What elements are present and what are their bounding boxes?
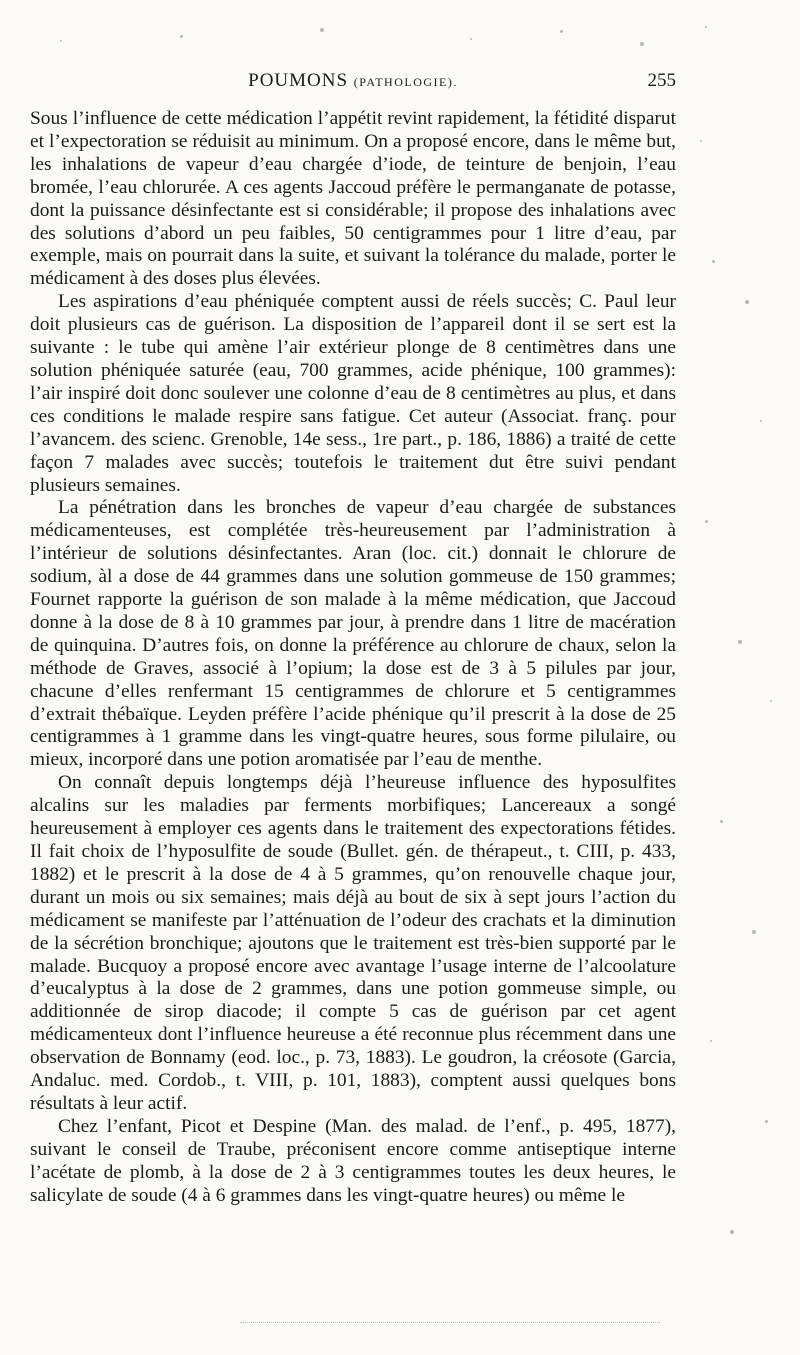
scan-speck bbox=[765, 1120, 768, 1123]
scan-speck bbox=[705, 520, 708, 523]
scan-noise-bottom bbox=[240, 1322, 660, 1325]
scan-speck bbox=[738, 640, 742, 644]
paragraph-2: Les aspirations d’eau phéniquée comptent aussi de réels succès; C. Paul leur doit plusieurs cas de guérison. La disposition de l’appareil dont il se sert est la suivante : le tube qui amène l’air extérieur plonge de 8 centimètres dans une solution phéniquée saturée (eau, 700 grammes, acide phénique, 100 grammes): l’air inspiré doit donc soulever une colonne d’eau de 8 centimètres au plus, et dans ces conditions le malade respire sans fatigue. Cet auteur (Associat. franç. pour l’avancem. des scienc. Grenoble, 14e sess., 1re part., p. 186, 1886) a traité de cette façon 7 malades avec succès; toutefois le traitement dut être suivi pendant plusieurs semaines. bbox=[30, 291, 676, 496]
scan-speck bbox=[470, 38, 472, 40]
running-title bbox=[30, 70, 676, 92]
running-title-main: POUMONS bbox=[248, 70, 349, 91]
scan-speck bbox=[710, 1040, 712, 1042]
page-number: 255 bbox=[647, 70, 676, 91]
running-head bbox=[30, 70, 676, 100]
scan-speck bbox=[760, 420, 762, 422]
scan-speck bbox=[700, 140, 702, 142]
scan-speck bbox=[180, 35, 183, 38]
scan-speck bbox=[752, 930, 756, 934]
scan-speck bbox=[730, 1230, 734, 1234]
body-text bbox=[30, 108, 676, 1208]
paragraph-3: La pénétration dans les bronches de vapeur d’eau chargée de substances médicamenteuses, est complétée très-heureusement par l’administration à l’intérieur de solutions désinfectantes. Aran (loc. cit.) donnait le chlorure de sodium, àl a dose de 44 grammes dans une solution gommeuse de 150 grammes; Fournet rapporte la guérison de son malade à la même médication, que Jaccoud donne à la dose de 8 à 10 grammes par jour, à prendre dans 1 litre de macération de quinquina. D’autres fois, on donne la préférence au chlorure de chaux, selon la méthode de Graves, associé à l’opium; la dose est de 3 à 5 pilules par jour, chacune d’elles renfermant 15 centigrammes de chlorure et 5 centigrammes d’extrait thébaïque. Leyden préfère l’acide phénique qu’il prescrit à la dose de 25 centigrammes à 1 gramme dans les vingt-quatre heures, sous forme pilulaire, ou mieux, incorporé dans une potion aromatisée par l’eau de menthe. bbox=[30, 497, 676, 771]
running-title-sub: (PATHOLOGIE). bbox=[353, 75, 458, 89]
scan-speck bbox=[60, 40, 62, 42]
scan-speck bbox=[745, 300, 749, 304]
paragraph-4: On connaît depuis longtemps déjà l’heureuse influence des hyposulfites alcalins sur les maladies par ferments morbifiques; Lancereaux a songé heureusement à employer ces agents dans le traitement des expectorations fétides. Il fait choix de l’hyposulfite de soude (Bullet. gén. de thérapeut., t. CIII, p. 433, 1882) et le prescrit à la dose de 4 à 5 grammes, qu’on renouvelle chaque jour, durant un mois ou six semaines; mais déjà au bout de six à sept jours l’action du médicament se manifeste par l’atténuation de l’odeur des crachats et la diminution de la sécrétion bronchique; ajoutons que le traitement est très-bien supporté par le malade. Bucquoy a proposé encore avec avantage l’usage interne de l’alcoolature d’eucalyptus à la dose de 2 grammes, dans une potion gommeuse simple, ou additionnée de sirop diacode; il compte 5 cas de guérison par cet agent médicamenteux dont l’influence heureuse a été reconnue plus récemment dans une observation de Bonnamy (eod. loc., p. 73, 1883). Le goudron, la créosote (Garcia, Andaluc. med. Cordob., t. VIII, p. 101, 1883), comptent aussi quelques bons résultats à leur actif. bbox=[30, 772, 676, 1114]
scan-speck bbox=[712, 260, 715, 263]
scan-noise-top bbox=[0, 20, 800, 60]
scan-speck bbox=[640, 42, 644, 46]
paragraph-1: Sous l’influence de cette médication l’appétit revint rapidement, la fétidité disparut et l’expectoration se réduisit au minimum. On a proposé encore, dans le même but, les inhalations de vapeur d’eau chargée d’iode, de teinture de benjoin, l’eau bromée, l’eau chlorurée. A ces agents Jaccoud préfère le permanganate de potasse, dont la puissance désinfectante est si considérable; il propose des inhalations avec des solutions d’abord un peu faibles, 50 centigrammes pour 1 litre d’eau, par exemple, mais on pourrait dans la suite, et suivant la tolérance du malade, porter le médicament à des doses plus élevées. bbox=[30, 108, 676, 290]
scan-speck bbox=[320, 28, 324, 32]
scan-speck bbox=[705, 26, 707, 28]
paragraph-5: Chez l’enfant, Picot et Despine (Man. des malad. de l’enf., p. 495, 1877), suivant le conseil de Traube, préconisent encore comme antiseptique interne l’acétate de plomb, à la dose de 2 à 3 centigrammes toutes les deux heures, le salicylate de soude (4 à 6 grammes dans les vingt-quatre heures) ou même le bbox=[30, 1115, 676, 1206]
scan-speck bbox=[770, 700, 772, 702]
scan-speck bbox=[720, 820, 723, 823]
scan-speck bbox=[560, 30, 563, 33]
